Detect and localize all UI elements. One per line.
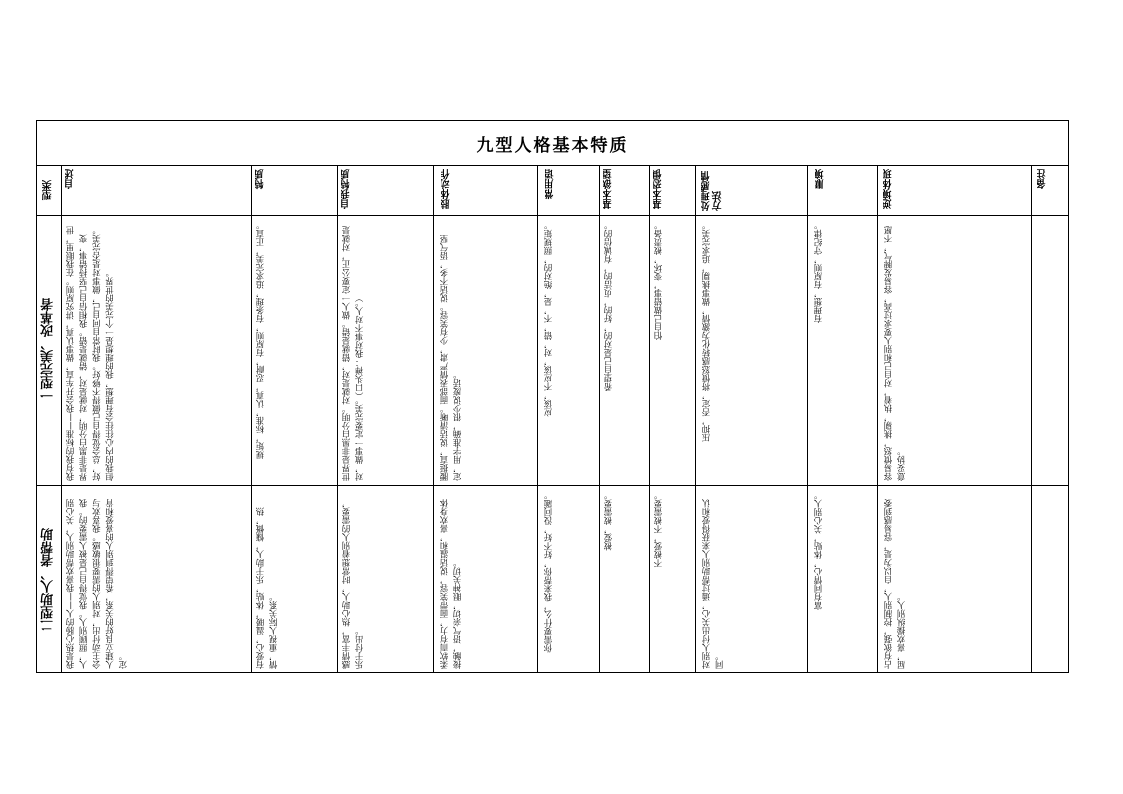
row2-fear: 不被爱，不被需要。 xyxy=(654,491,664,568)
column-divider xyxy=(1031,165,1032,672)
column-divider xyxy=(695,165,696,672)
row1-fear: 怕自己做错事，变坏，被责备。 xyxy=(654,221,664,340)
table-title-row xyxy=(37,121,1068,166)
row-divider xyxy=(37,485,1068,486)
column-divider xyxy=(433,165,434,672)
row2-self-trait: 感情丰富，热心助人，时常想着别人的需要，乐于付出。 xyxy=(342,499,366,669)
row2-trait: 有爱心，温暖，体贴，乐于助人，慷慨，热情，重视人际关系。 xyxy=(256,507,280,669)
row1-self-trait: 世界是非黑白分明。对就是对，错就是错。做人一定要公正，对就是对，做事一定要完美。（口头禅：我对事不对人。） xyxy=(342,226,366,481)
column-divider xyxy=(61,165,62,672)
table-title: 九型人格基本特质 xyxy=(476,135,629,156)
row2-good: 富有同情心，体贴，关心别人。 xyxy=(814,491,824,610)
header-type: 型类 xyxy=(43,180,54,200)
table-row-type: 二型助人、者帮助 xyxy=(40,527,56,632)
header-note: 备注 xyxy=(1037,169,1048,189)
header-self: 自述 xyxy=(65,169,76,189)
column-divider xyxy=(877,165,878,672)
table-row-type: 一型完美、改革者 xyxy=(40,298,56,402)
header-words: 常用语 xyxy=(545,169,556,199)
row1-good: 有理想，有原则，守纪律。 xyxy=(814,221,824,323)
header-emotion: 处理感情方法 xyxy=(701,171,724,211)
header-fear: 基本恐惧 xyxy=(653,169,664,209)
row2-self: 我是热心肠的人——我喜欢帮助别人，关心别人，照顾别人。我觉得自己是被人需要的。我会主动付出，对别人的需要很敏感。我喜欢与人建立良好的关系，希望得到别人的喜爱和肯定。 xyxy=(66,499,129,669)
personality-table xyxy=(36,120,1069,673)
row1-desire: 希望自己是对的，好的，贞洁的，有诚信的。 xyxy=(604,221,614,391)
row2-emotion: 对别人付出关心，通过帮助别人来获得爱和认同。 xyxy=(702,499,726,669)
row2-body: 柔软而有力，面带笑容，说话温和，喜欢身体接触，语气亲切，眼神关切。 xyxy=(440,499,464,669)
row1-bad: 容易愤怒，挑剔，执着，对自己和别人要求过高，容易发脾气，不愿意妥协。 xyxy=(884,226,908,481)
column-divider xyxy=(251,165,252,672)
row1-body: 腰挺直，说话清晰。面部表情严肃，少有笑容。说话不多，语气坚定，用字准确，很少说废话。 xyxy=(440,234,464,481)
header-desire: 基本欲望 xyxy=(603,169,614,209)
column-divider xyxy=(337,165,338,672)
header-good: 顺境 xyxy=(815,169,826,189)
header-trait: 特质 xyxy=(255,169,266,189)
header-self-trait: 自我特质 xyxy=(341,169,352,209)
row1-self: 我有我的标准——我会开车直，做事认真，讲究原则。在我眼里，世界是非黑白分明，对就是对，错就是错。我相信自己坚持错事，变好，总会觉得自己做得不够好。我时常自问自己，做事对是否完美。但我的内心往往会有理想，我的理想是一个完美的世界。 xyxy=(66,226,116,481)
column-divider xyxy=(537,165,538,672)
row2-words: 你需要什么，我来帮你，好不好，没问题。 xyxy=(544,491,554,653)
header-body: 肢体动作 xyxy=(441,169,452,209)
column-divider xyxy=(807,165,808,672)
row2-desire: 被爱，被需要。 xyxy=(604,491,614,551)
header-bad: 逆境体现 xyxy=(883,169,894,209)
row1-words: 应该，不应该，对，错，不，是，绝对的，照规矩。 xyxy=(544,221,554,417)
row-divider xyxy=(37,215,1068,216)
column-divider xyxy=(649,165,650,672)
column-divider xyxy=(599,165,600,672)
row1-emotion: 压抑，否定，将愤怒感转化为激情，做事挑剔，追求完美。 xyxy=(702,221,712,442)
row1-trait: 规矩，标准，认真，忍耐，有原则，有条理，追求完美，正直。 xyxy=(256,221,266,459)
row2-bad: 占有欲强，控制别人，自以为是，容易感到委屈，喜欢操纵别人。 xyxy=(884,499,908,669)
